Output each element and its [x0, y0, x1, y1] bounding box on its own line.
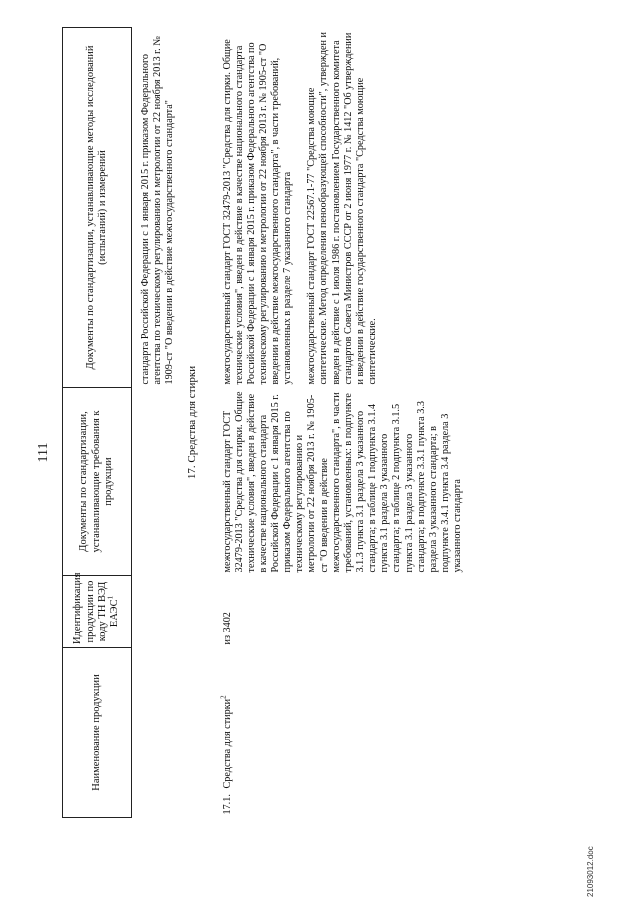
method-docs-gost-22567: межгосударственный стандарт ГОСТ 22567.1-77 "Средства моющие синтетические. Метод определения пенообразующей способности", утвержден и введен в действие с 1 июля 1986 г. постановлением Государственного комитета стандартов Совета Министров СССР от 2 июня 1977 г. № 1412 "Об утверждении и введении в действие государственного стандарта "Средства моющие синтетические.	[306, 31, 379, 385]
header-name: Наименование продукции	[63, 648, 132, 818]
page-number: 111	[36, 442, 51, 463]
row-requirement-docs: межгосударственный стандарт ГОСТ 32479-2013 "Средства для стирки. Общие технические условия", введен в действие в качестве национального стандарта Российской Федерации с 1 января 2015 г. приказом Федерального агентства по техническому регулированию и метрологии от 22 ноября 2013 г. № 1905-ст "О введении в действие межгосударственного стандарта", в части требований, установленных: в подпункте 3.1.3 пункта 3.1 раздела 3 указанного стандарта; в таблице 1 подпункта 3.1.4 пункта 3.1 раздела 3 указанного стандарта; в таблице 2 подпункта 3.1.5 пункта 3.1 раздела 3 указанного стандарта; в подпункте 3.3.1 пункта 3.3 раздела 3 указанного стандарта; в подпункте 3.4.1 пункта 3.4 раздела 3 указанного стандарта	[221, 391, 464, 573]
document-id: 21093012.doc	[586, 846, 595, 897]
row-code: из 3402	[221, 612, 233, 645]
table-row	[216, 28, 465, 818]
header-code: Идентификация продукции по коду ТН ВЭД ЕАЭС$^1$	[63, 576, 132, 648]
row-name-footnote: 2	[219, 695, 228, 699]
continuation-row	[132, 28, 177, 818]
method-docs-gost-32479: межгосударственный стандарт ГОСТ 32479-2013 "Средства для стирки. Общие технические условия", введен в действие в качестве национального стандарта Российской Федерации с 1 января 2015 г. приказом Федерального агентства по техническому регулированию и метрологии от 22 ноября 2013 г. № 1905-ст "О введении в действие межгосударственного стандарта", в части требований, установленных в разделе 7 указанного стандарта	[221, 39, 294, 385]
header-method-docs: Документы по стандартизации, устанавливающие методы исследований (испытаний) и измерений	[63, 28, 132, 388]
row-name: Средства для стирки$^2$	[219, 695, 233, 789]
section-row	[176, 28, 215, 818]
continuation-method-docs: стандарта Российской Федерации с 1 января 2015 г. приказом Федерального агентства по техническому регулированию и метрологии от 22 ноября 2013 г. № 1909-ст "О введении в действие межгосударственного стандарта"	[140, 36, 176, 385]
row-number: 17.1.	[221, 794, 233, 815]
row-name-cell	[216, 648, 465, 818]
row-method-docs-cell	[216, 28, 465, 388]
header-row	[63, 28, 132, 818]
standards-table	[62, 27, 464, 818]
section-title: 17. Средства для стирки	[186, 365, 199, 480]
header-code-footnote: 1	[106, 595, 115, 600]
header-requirement-docs: Документы по стандартизации, устанавливающие требования к продукции	[63, 388, 132, 576]
